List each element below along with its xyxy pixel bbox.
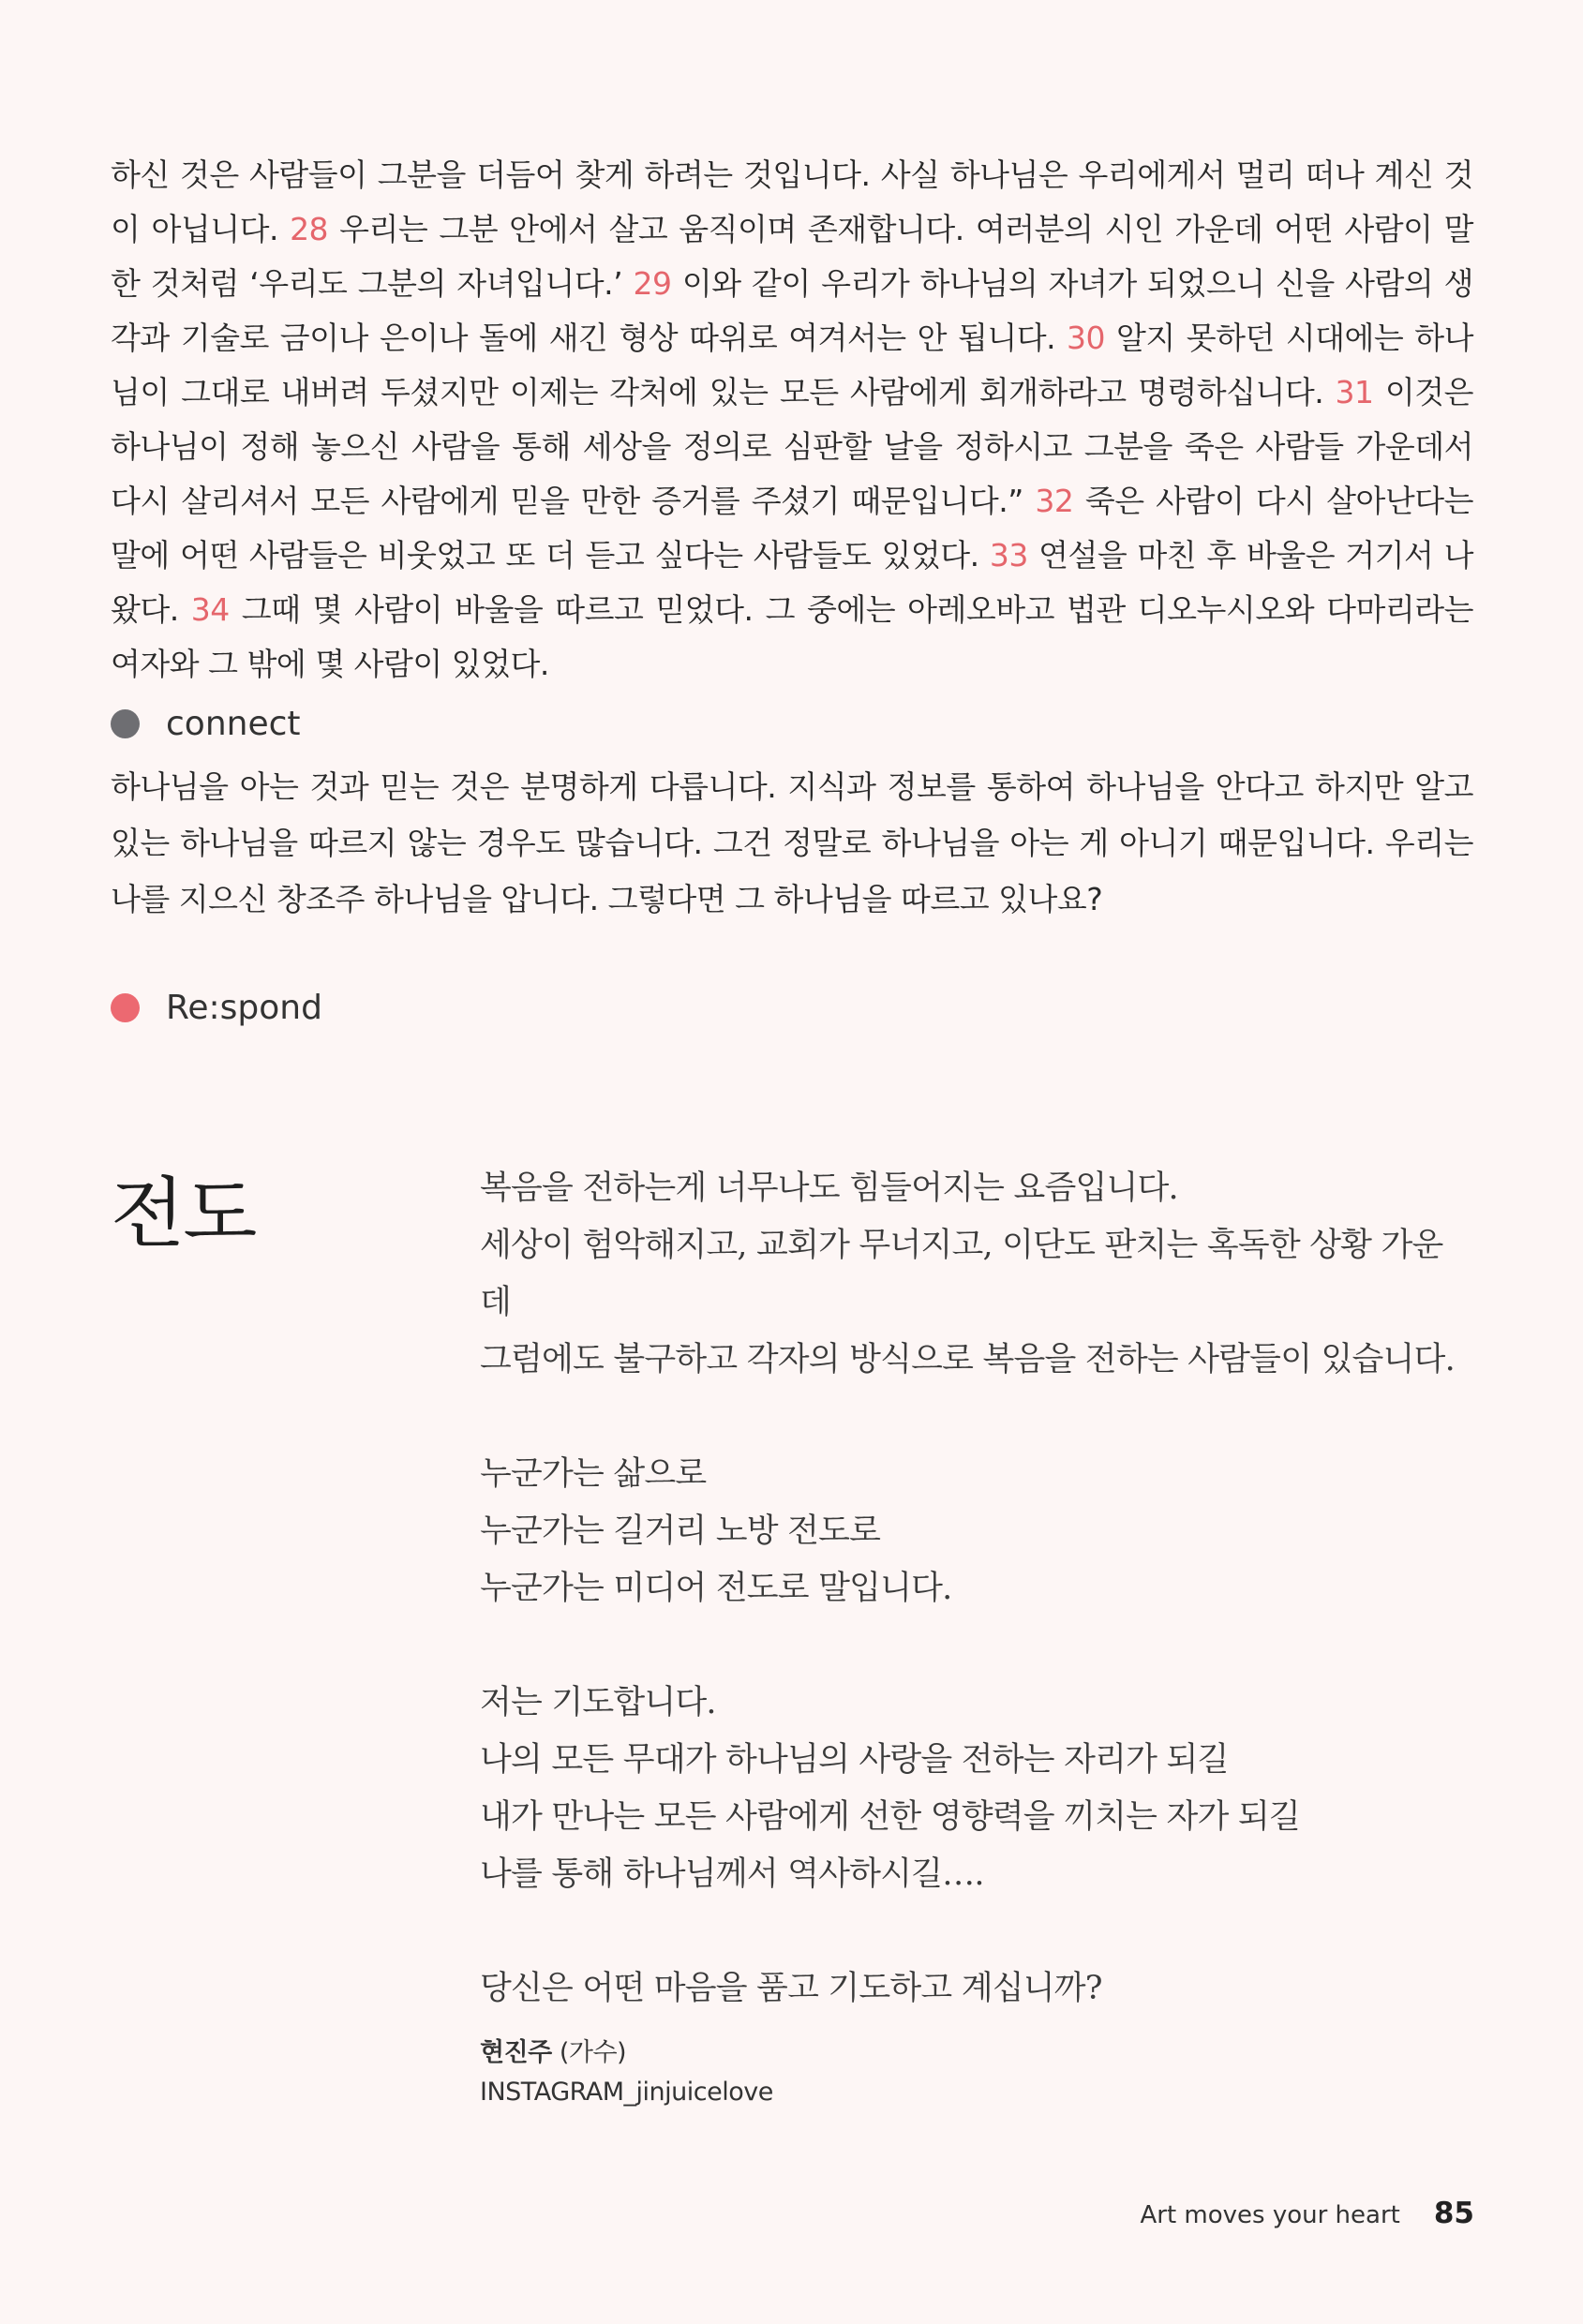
verse-number: 33 — [989, 537, 1028, 574]
essay-body — [480, 1160, 1473, 2018]
author-role: (가수) — [559, 2038, 627, 2067]
footer-tagline: Art moves your heart — [1140, 2201, 1400, 2229]
scripture-text: 하신 것은 사람들이 그분을 더듬어 찾게 하려는 것입니다. 사실 하나님은 우리에게서 멀리 떠나 계신 것이 아닙니다. — [111, 156, 1473, 247]
verse-number: 31 — [1335, 374, 1374, 410]
respond-bullet-icon — [111, 993, 140, 1022]
verse-number: 34 — [190, 591, 230, 628]
scripture-text: 죽은 사람이 다시 살아난다는 말에 어떤 사람들은 비웃었고 또 더 듣고 싶다는 사람들도 있었다. — [111, 483, 1473, 574]
connect-bullet-icon — [111, 709, 140, 738]
author-credit — [480, 2034, 773, 2112]
scripture-text: 이것은 하나님이 정해 놓으신 사람을 통해 세상을 정의로 심판할 날을 정하시고 그분을 죽은 사람들 가운데서 다시 살리셔서 모든 사람에게 믿을 만한 증거를 주셨기 때문입니다.” — [111, 374, 1473, 519]
author-name: 현진주 — [480, 2038, 552, 2067]
scripture-passage — [111, 148, 1473, 692]
scripture-text: 그때 몇 사람이 바울을 따르고 믿었다. 그 중에는 아레오바고 법관 디오누시오와 다마리라는 여자와 그 밖에 몇 사람이 있었다. — [111, 591, 1473, 682]
essay-line: 세상이 험악해지고, 교회가 무너지고, 이단도 판치는 혹독한 상황 가운데 — [480, 1227, 1443, 1321]
stanza-gap — [480, 1617, 1473, 1675]
essay-line: 나의 모든 무대가 하나님의 사랑을 전하는 자리가 되길 — [480, 1741, 1229, 1779]
connect-heading-label: connect — [166, 705, 301, 743]
verse-number: 30 — [1067, 320, 1106, 356]
essay-line: 내가 만나는 모든 사람에게 선한 영향력을 끼치는 자가 되길 — [480, 1798, 1300, 1836]
essay-line: 누군가는 미디어 전도로 말입니다. — [480, 1570, 952, 1607]
respond-heading-label: Re:spond — [166, 989, 322, 1027]
verse-number: 32 — [1035, 483, 1074, 519]
essay-title: 전도 — [111, 1169, 256, 1259]
page-footer — [1140, 2197, 1474, 2230]
essay-line: 그럼에도 불구하고 각자의 방식으로 복음을 전하는 사람들이 있습니다. — [480, 1341, 1455, 1378]
respond-heading — [111, 989, 322, 1027]
scripture-text: 알지 못하던 시대에는 하나님이 그대로 내버려 두셨지만 이제는 각처에 있는 모든 사람에게 회개하라고 명령하십니다. — [111, 320, 1473, 410]
connect-heading — [111, 705, 301, 743]
verse-number: 29 — [633, 265, 672, 302]
author-instagram: INSTAGRAM_jinjuicelove — [480, 2078, 773, 2107]
verse-number: 28 — [290, 211, 329, 247]
connect-text: 하나님을 아는 것과 믿는 것은 분명하게 다릅니다. 지식과 정보를 통하여 하나님을 안다고 하지만 알고 있는 하나님을 따르지 않는 경우도 많습니다. 그건 정말로 하나님을 아는 게 아니기 때문입니다. 우리는 나를 지으신 창조주 하나님을 압니다. 그렇다면 그 하나님을 따르고 있나요? — [111, 768, 1473, 917]
scripture-text: 연설을 마친 후 바울은 거기서 나왔다. — [111, 537, 1473, 628]
essay-line: 누군가는 삶으로 — [480, 1455, 707, 1493]
essay-line: 저는 기도합니다. — [480, 1684, 716, 1721]
essay-line: 누군가는 길거리 노방 전도로 — [480, 1512, 881, 1550]
stanza-gap — [480, 1903, 1473, 1960]
scripture-text: 이와 같이 우리가 하나님의 자녀가 되었으니 신을 사람의 생각과 기술로 금이나 은이나 돌에 새긴 형상 따위로 여겨서는 안 됩니다. — [111, 265, 1473, 356]
essay-line: 나를 통해 하나님께서 역사하시길…. — [480, 1855, 984, 1893]
essay-line: 복음을 전하는게 너무나도 힘들어지는 요즘입니다. — [480, 1169, 1178, 1207]
stanza-gap — [480, 1389, 1473, 1446]
essay-line: 당신은 어떤 마음을 품고 기도하고 계십니까? — [480, 1970, 1102, 2007]
page-number: 85 — [1433, 2197, 1474, 2230]
scripture-text: 우리는 그분 안에서 살고 움직이며 존재합니다. 여러분의 시인 가운데 어떤 사람이 말한 것처럼 ‘우리도 그분의 자녀입니다.’ — [111, 211, 1473, 302]
